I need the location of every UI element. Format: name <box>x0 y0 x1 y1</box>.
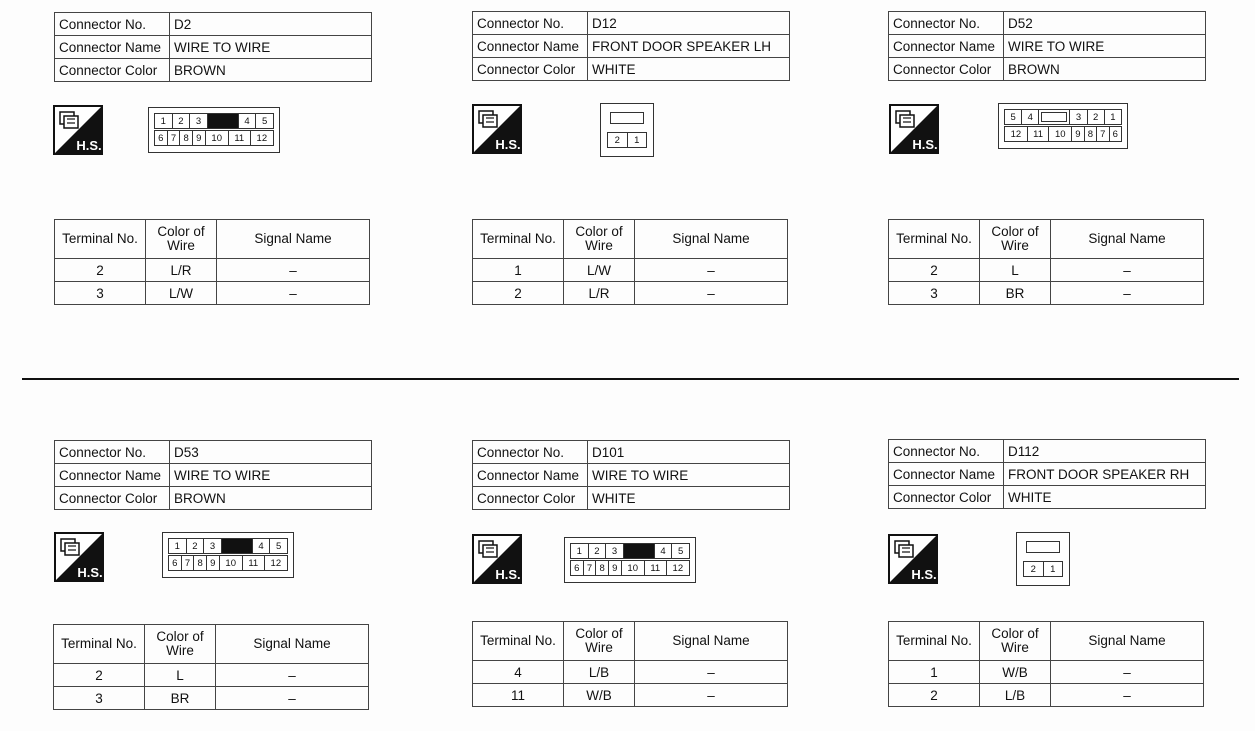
pin-cell: 10 <box>205 131 228 146</box>
connector-color-value: WHITE <box>588 487 790 510</box>
pin-cell: 4 <box>252 539 270 554</box>
pin-cell: 9 <box>206 556 219 571</box>
terminal-no-cell: 1 <box>889 661 980 684</box>
pin-cell: 3 <box>606 544 624 559</box>
signal-name-cell: – <box>216 687 369 710</box>
signal-name-cell: – <box>1051 661 1204 684</box>
connector-key <box>623 544 654 559</box>
harness-side-icon <box>472 104 522 154</box>
terminal-table <box>888 621 1204 707</box>
terminal-no-header: Terminal No. <box>54 625 145 664</box>
hs-label: H.S. <box>495 137 521 152</box>
connector-name-value: WIRE TO WIRE <box>170 36 372 59</box>
terminal-no-header: Terminal No. <box>473 622 564 661</box>
pin-cell: 3 <box>190 114 208 129</box>
pin-cell: 2 <box>172 114 190 129</box>
terminal-no-cell: 2 <box>55 259 146 282</box>
signal-name-cell: – <box>1051 282 1204 305</box>
connector-no-label: Connector No. <box>473 12 588 35</box>
pin-cell: 2 <box>1024 562 1044 577</box>
terminal-no-header: Terminal No. <box>473 220 564 259</box>
hs-label: H.S. <box>912 137 938 152</box>
wire-color-cell: L/R <box>146 259 217 282</box>
wire-color-cell: W/B <box>564 684 635 707</box>
connector-face-diagram <box>162 532 294 578</box>
connector-no-value: D101 <box>588 441 790 464</box>
terminal-table <box>54 219 370 305</box>
connector-color-value: WHITE <box>1004 486 1206 509</box>
pin-cell: 5 <box>1005 110 1022 125</box>
connector-no-label: Connector No. <box>55 441 170 464</box>
terminal-no-cell: 2 <box>889 259 980 282</box>
pin-cell: 2 <box>1087 110 1104 125</box>
connector-face-diagram <box>148 107 280 153</box>
pin-cell: 4 <box>1022 110 1039 125</box>
connector-name-label: Connector Name <box>473 35 588 58</box>
pin-cell: 1 <box>627 133 647 148</box>
pin-cell: 11 <box>644 561 666 576</box>
wire-color-cell: L/W <box>146 282 217 305</box>
signal-name-header: Signal Name <box>1051 220 1204 259</box>
connector-key <box>207 114 238 129</box>
signal-name-cell: – <box>1051 684 1204 707</box>
signal-name-cell: – <box>216 664 369 687</box>
terminal-no-header: Terminal No. <box>55 220 146 259</box>
terminal-no-cell: 3 <box>55 282 146 305</box>
pin-cell: 10 <box>219 556 242 571</box>
pin-cell: 10 <box>1049 127 1072 142</box>
terminal-table <box>53 624 369 710</box>
pin-cell: 12 <box>264 556 287 571</box>
connector-no-value: D2 <box>170 13 372 36</box>
terminal-no-cell: 3 <box>54 687 145 710</box>
connector-color-value: WHITE <box>588 58 790 81</box>
connector-face-diagram <box>1016 532 1070 586</box>
pin-cell: 8 <box>596 561 609 576</box>
signal-name-cell: – <box>635 684 788 707</box>
connector-face-diagram <box>998 103 1128 149</box>
pin-cell: 5 <box>256 114 274 129</box>
pin-cell: 2 <box>608 133 628 148</box>
wire-color-cell: W/B <box>980 661 1051 684</box>
pin-cell: 1 <box>169 539 187 554</box>
connector-info-table <box>472 11 790 81</box>
terminal-table <box>472 621 788 707</box>
pin-cell: 12 <box>250 131 273 146</box>
hs-label: H.S. <box>77 565 103 580</box>
connector-name-label: Connector Name <box>55 36 170 59</box>
table-row <box>889 282 1204 305</box>
wire-color-cell: L/W <box>564 259 635 282</box>
connector-face-diagram <box>564 537 696 583</box>
signal-name-cell: – <box>635 661 788 684</box>
color-of-wire-header: Color of Wire <box>980 220 1051 259</box>
table-row <box>473 259 788 282</box>
wire-color-cell: L/B <box>980 684 1051 707</box>
terminal-no-header: Terminal No. <box>889 622 980 661</box>
wire-color-cell: BR <box>145 687 216 710</box>
pin-cell: 8 <box>1084 127 1096 142</box>
color-of-wire-header: Color of Wire <box>564 220 635 259</box>
harness-side-icon <box>888 534 938 584</box>
pin-cell: 2 <box>186 539 204 554</box>
pin-cell: 9 <box>192 131 205 146</box>
pin-cell: 6 <box>1109 127 1121 142</box>
pin-cell: 8 <box>194 556 207 571</box>
harness-side-icon <box>54 532 104 582</box>
connector-color-label: Connector Color <box>55 59 170 82</box>
connector-info-table <box>54 12 372 82</box>
connector-no-label: Connector No. <box>889 12 1004 35</box>
connector-name-label: Connector Name <box>55 464 170 487</box>
harness-side-icon <box>472 534 522 584</box>
connector-lock <box>610 112 644 124</box>
table-row <box>889 661 1204 684</box>
terminal-table <box>888 219 1204 305</box>
connector-color-label: Connector Color <box>889 486 1004 509</box>
pin-cell: 7 <box>167 131 180 146</box>
signal-name-cell: – <box>217 282 370 305</box>
signal-name-cell: – <box>1051 259 1204 282</box>
connector-color-value: BROWN <box>1004 58 1206 81</box>
table-row <box>473 661 788 684</box>
signal-name-cell: – <box>635 282 788 305</box>
color-of-wire-header: Color of Wire <box>145 625 216 664</box>
connector-name-label: Connector Name <box>473 464 588 487</box>
pin-cell: 11 <box>242 556 264 571</box>
table-row <box>55 259 370 282</box>
pin-cell: 1 <box>1104 110 1121 125</box>
connector-no-value: D112 <box>1004 440 1206 463</box>
connector-no-value: D12 <box>588 12 790 35</box>
hs-label: H.S. <box>911 567 937 582</box>
section-divider <box>22 378 1239 380</box>
pin-cell: 7 <box>583 561 596 576</box>
table-row <box>473 684 788 707</box>
connector-no-label: Connector No. <box>889 440 1004 463</box>
terminal-no-header: Terminal No. <box>889 220 980 259</box>
harness-side-icon <box>53 105 103 155</box>
table-row <box>889 684 1204 707</box>
pin-cell: 9 <box>1072 127 1084 142</box>
pin-cell: 6 <box>155 131 168 146</box>
table-row <box>473 282 788 305</box>
wire-color-cell: L/R <box>564 282 635 305</box>
pin-cell: 6 <box>169 556 182 571</box>
connector-no-value: D52 <box>1004 12 1206 35</box>
pin-cell: 12 <box>1005 127 1028 142</box>
connector-name-value: WIRE TO WIRE <box>588 464 790 487</box>
connector-name-value: FRONT DOOR SPEAKER RH <box>1004 463 1206 486</box>
pin-cell: 7 <box>181 556 194 571</box>
color-of-wire-header: Color of Wire <box>980 622 1051 661</box>
wire-color-cell: L <box>145 664 216 687</box>
table-row <box>54 687 369 710</box>
connector-info-table <box>54 440 372 510</box>
pin-cell: 9 <box>608 561 621 576</box>
connector-key <box>221 539 252 554</box>
terminal-no-cell: 1 <box>473 259 564 282</box>
pin-cell: 1 <box>1043 562 1063 577</box>
connector-color-label: Connector Color <box>473 487 588 510</box>
terminal-no-cell: 2 <box>473 282 564 305</box>
pin-cell: 12 <box>666 561 689 576</box>
pin-cell: 11 <box>1027 127 1048 142</box>
hs-label: H.S. <box>76 138 102 153</box>
pin-cell: 3 <box>204 539 222 554</box>
color-of-wire-header: Color of Wire <box>146 220 217 259</box>
color-of-wire-header: Color of Wire <box>564 622 635 661</box>
connector-color-value: BROWN <box>170 487 372 510</box>
terminal-no-cell: 11 <box>473 684 564 707</box>
connector-face-diagram <box>600 103 654 157</box>
connector-name-value: WIRE TO WIRE <box>170 464 372 487</box>
pin-cell: 5 <box>270 539 288 554</box>
wire-color-cell: L <box>980 259 1051 282</box>
connector-name-label: Connector Name <box>889 463 1004 486</box>
pin-cell: 4 <box>654 544 672 559</box>
pin-cell: 1 <box>571 544 589 559</box>
terminal-table <box>472 219 788 305</box>
table-row <box>889 259 1204 282</box>
wire-color-cell: L/B <box>564 661 635 684</box>
connector-name-value: WIRE TO WIRE <box>1004 35 1206 58</box>
pin-cell: 11 <box>228 131 250 146</box>
pin-cell: 2 <box>588 544 606 559</box>
pin-cell: 5 <box>672 544 690 559</box>
terminal-no-cell: 2 <box>889 684 980 707</box>
connector-color-label: Connector Color <box>473 58 588 81</box>
pin-cell: 7 <box>1097 127 1109 142</box>
connector-no-value: D53 <box>170 441 372 464</box>
pin-cell: 1 <box>155 114 173 129</box>
signal-name-header: Signal Name <box>635 622 788 661</box>
signal-name-cell: – <box>635 259 788 282</box>
connector-info-table <box>888 439 1206 509</box>
signal-name-header: Signal Name <box>1051 622 1204 661</box>
pin-cavity <box>1039 110 1070 125</box>
harness-side-icon <box>889 104 939 154</box>
terminal-no-cell: 2 <box>54 664 145 687</box>
signal-name-header: Signal Name <box>217 220 370 259</box>
connector-color-value: BROWN <box>170 59 372 82</box>
table-row <box>54 664 369 687</box>
hs-label: H.S. <box>495 567 521 582</box>
pin-cell: 3 <box>1070 110 1087 125</box>
pin-cell: 10 <box>621 561 644 576</box>
wire-color-cell: BR <box>980 282 1051 305</box>
connector-info-table <box>472 440 790 510</box>
table-row <box>55 282 370 305</box>
pin-cell: 6 <box>571 561 584 576</box>
connector-no-label: Connector No. <box>473 441 588 464</box>
connector-lock <box>1026 541 1060 553</box>
signal-name-cell: – <box>217 259 370 282</box>
signal-name-header: Signal Name <box>216 625 369 664</box>
connector-color-label: Connector Color <box>889 58 1004 81</box>
terminal-no-cell: 3 <box>889 282 980 305</box>
terminal-no-cell: 4 <box>473 661 564 684</box>
connector-name-label: Connector Name <box>889 35 1004 58</box>
pin-cell: 8 <box>180 131 193 146</box>
connector-no-label: Connector No. <box>55 13 170 36</box>
connector-color-label: Connector Color <box>55 487 170 510</box>
signal-name-header: Signal Name <box>635 220 788 259</box>
connector-name-value: FRONT DOOR SPEAKER LH <box>588 35 790 58</box>
connector-info-table <box>888 11 1206 81</box>
pin-cell: 4 <box>238 114 256 129</box>
